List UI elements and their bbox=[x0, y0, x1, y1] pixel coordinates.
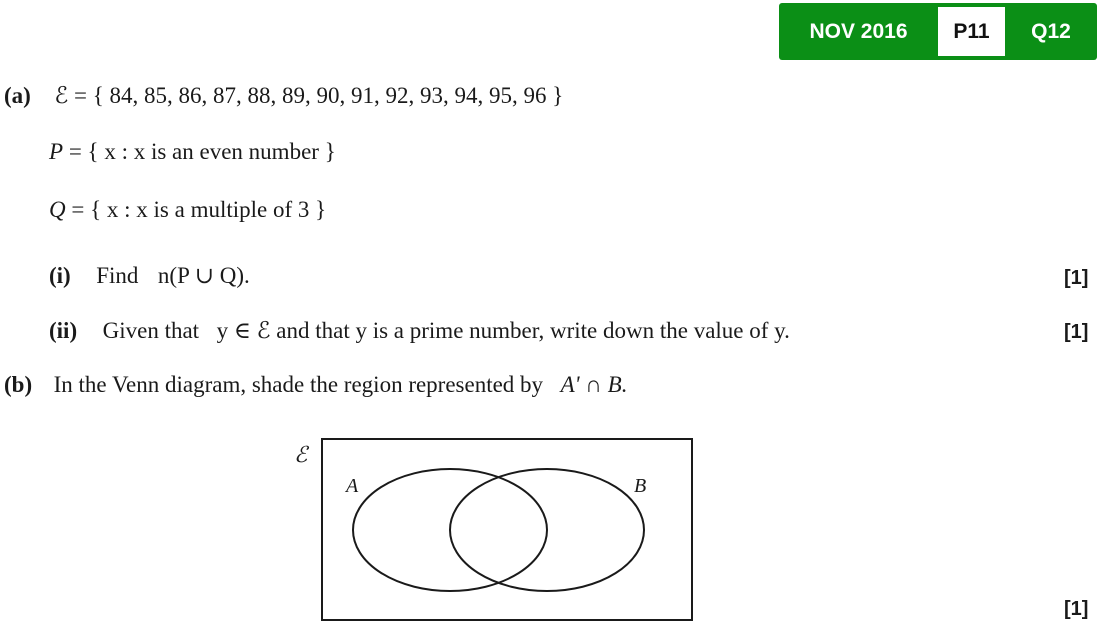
question-ii-marks: [1] bbox=[1064, 321, 1089, 343]
question-number-label: Q12 bbox=[1031, 20, 1071, 43]
exam-session-label: NOV 2016 bbox=[809, 20, 908, 43]
part-b-marks: [1] bbox=[1064, 598, 1089, 620]
set-q-definition: = { x : x is a multiple of 3 } bbox=[71, 197, 327, 222]
venn-set-b-label: B bbox=[634, 475, 647, 497]
universal-set-elements: = { 84, 85, 86, 87, 88, 89, 90, 91, 92, 93, 94, 95, 96 } bbox=[74, 83, 564, 108]
venn-universal-label: ℰ bbox=[294, 442, 308, 467]
universal-set-rectangle[interactable] bbox=[322, 439, 692, 620]
set-p-definition: = { x : x is an even number } bbox=[68, 139, 336, 164]
paper-number-label: P11 bbox=[938, 7, 1005, 56]
part-b-label: (b) bbox=[4, 372, 33, 397]
part-a-label: (a) bbox=[4, 83, 31, 108]
question-ii-rest: and that y is a prime number, write down the value of y. bbox=[276, 318, 790, 343]
question-i-text: Find bbox=[96, 263, 139, 288]
question-i-expression: n(P ∪ Q). bbox=[157, 263, 250, 288]
part-b-expression: A' ∩ B. bbox=[560, 372, 628, 397]
universal-set-symbol: ℰ bbox=[54, 83, 69, 108]
venn-set-a-label: A bbox=[346, 475, 359, 497]
question-i-label: (i) bbox=[49, 263, 71, 288]
question-i-marks: [1] bbox=[1064, 267, 1089, 289]
set-p-name: P bbox=[49, 139, 64, 164]
question-ii-condition: y ∈ ℰ bbox=[216, 318, 271, 343]
set-q-name: Q bbox=[49, 197, 66, 222]
part-b-text: In the Venn diagram, shade the region represented by bbox=[53, 372, 544, 397]
question-ii-text: Given that bbox=[102, 318, 200, 343]
question-ii-label: (ii) bbox=[49, 318, 78, 343]
